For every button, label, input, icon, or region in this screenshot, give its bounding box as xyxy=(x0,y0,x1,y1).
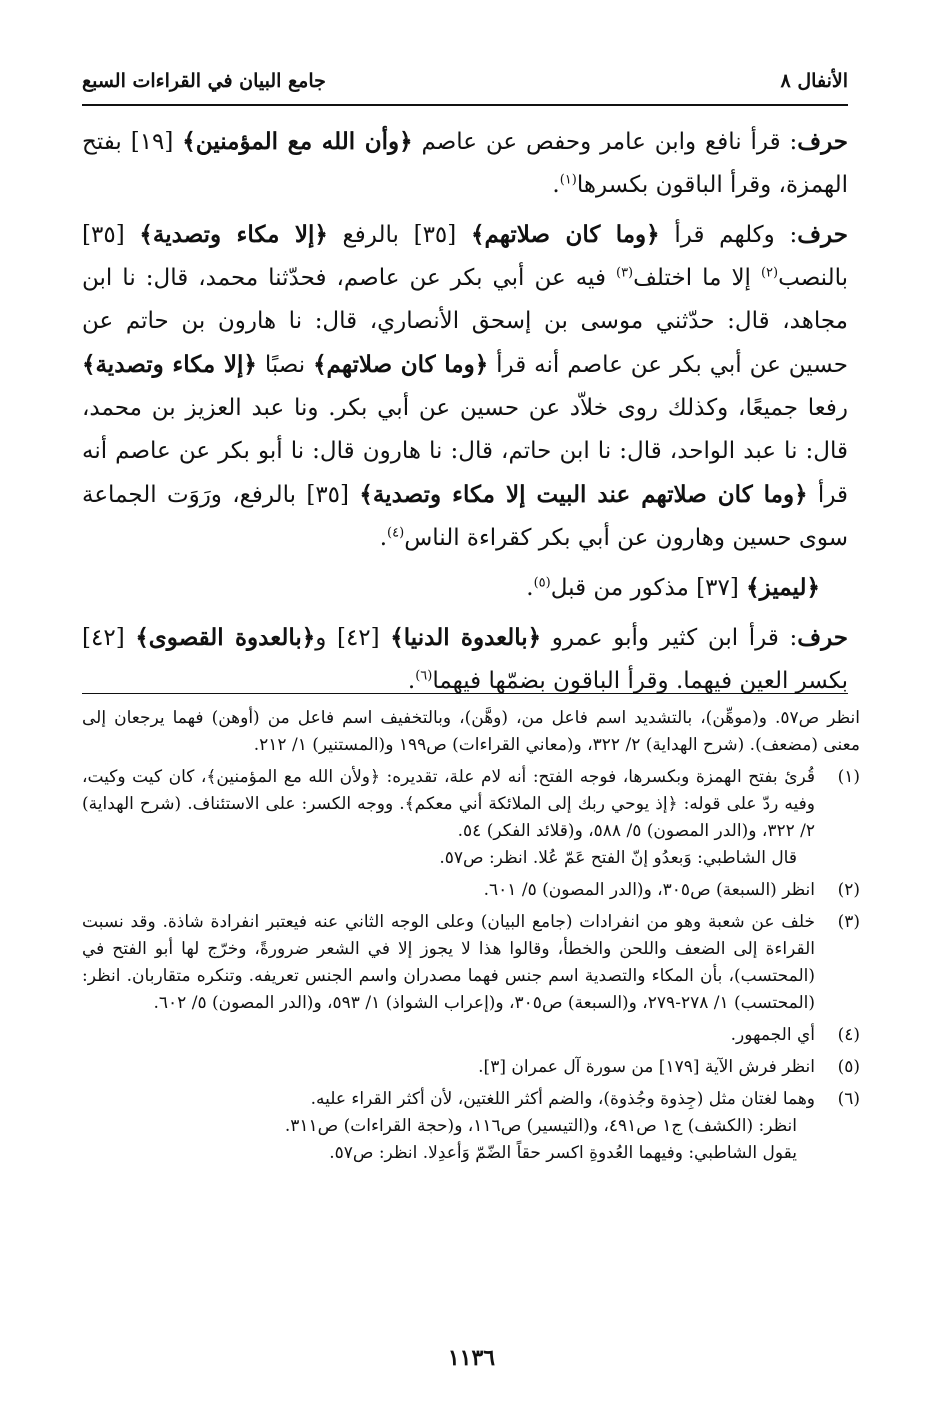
text: : وكلهم قرأ xyxy=(659,222,798,248)
book-title: جامع البيان في القراءات السبع xyxy=(82,70,326,92)
quran-quote: ﴿وما كان صلاتهم عند البيت إلا مكاء وتصدية﴾ xyxy=(359,481,808,508)
footnote-subline: انظر: (الكشف) ج١ ص٤٩١، و(التيسير) ص١١٦، و(حجة القراءات) ص٣١١. xyxy=(284,1116,797,1136)
footnote-5 xyxy=(82,1054,860,1081)
text: فيه عن أبي بكر عن عاصم، فحدّثنا محمد، قال: نا ابن مجاهد، قال: حدّثني موسى بن إسحق الأنصاري، قال: نا هارون بن حاتم عن حسين عن أبي بكر عن عاصم أنه قرأ xyxy=(82,265,848,378)
footnote-ref-3[interactable]: (٣) xyxy=(615,265,634,281)
footnote-text: انظر (السبعة) ص٣٠٥، و(الدر المصون) ٥/ ٦٠١. xyxy=(483,880,815,900)
footnote-number: (٥) xyxy=(837,1057,860,1077)
footnote-1 xyxy=(82,764,860,872)
footnote-text: وهما لغتان مثل (جِذوة وجُذوة)، والضم أكثر اللغتين، لأن أكثر القراء عليه. xyxy=(310,1089,815,1109)
quran-quote: ﴿بالعدوة القصوى﴾ xyxy=(135,624,316,651)
text: إلا ما اختلف xyxy=(633,265,761,291)
footnote-6 xyxy=(82,1086,860,1167)
text: [٣٥] بالرفع xyxy=(327,222,471,248)
footnote-number: (٦) xyxy=(837,1089,860,1109)
paragraph-2 xyxy=(82,213,848,560)
running-header xyxy=(82,70,848,104)
footnote-2 xyxy=(82,877,860,904)
main-text xyxy=(82,120,848,709)
footnote-subline: يقول الشاطبي: وفيهما العُدوةِ اكسر حقاً الضّمّ وَأعدِلا. انظر: ص٥٧. xyxy=(329,1143,797,1163)
quran-quote: ﴿بالعدوة الدنيا﴾ xyxy=(390,624,542,651)
footnote-text: قُرئ بفتح الهمزة وبكسرها، فوجه الفتح: أنه لام علة، تقديره: ﴿ولأن الله مع المؤمنين﴾، كان كيت وكيت، وفيه ردّ على قوله: ﴿إذ يوحي ربك إلى الملائكة أني معكم﴾. ووجه الكسر: على الاستئناف. (شرح الهداية) ٢/ ٣٢٢، و(الدر المصون) ٥/ ٥٨٨، و(قلائد الفكر) ٥٤. xyxy=(82,767,815,841)
footnote-text: انظر فرش الآية [١٧٩] من سورة آل عمران [٣]. xyxy=(478,1057,815,1077)
text: . xyxy=(407,668,416,694)
page-number: ١١٣٦ xyxy=(447,1345,496,1371)
text: [٣٥] بالنصب xyxy=(82,222,848,291)
paragraph-4 xyxy=(82,616,848,703)
footnote-text: انظر ص٥٧. و(موهِّن)، بالتشديد اسم فاعل من، (وهَّن)، وبالتخفيف اسم فاعل من (أوهن) فهما يرجعان إلى معنى (مضعف). (شرح الهداية) ٢/ ٣٢٢، و(معاني القراءات) ص١٩٩ و(المستنير) ١/ ٢١٢. xyxy=(82,708,860,755)
surah-header: الأنفال ٨ xyxy=(780,70,848,92)
footnote-subline: قال الشاطبي: وَبعدُو إنّ الفتح عَمّ عُلا. انظر: ص٥٧. xyxy=(439,848,797,868)
header-rule xyxy=(82,104,848,106)
footnote-number: (٤) xyxy=(837,1025,860,1045)
text: رفعا جميعًا، وكذلك روى خلاّد عن حسين عن أبي بكر. ونا عبد العزيز بن محمد، قال: نا عبد الواحد، قال: نا ابن حاتم، قال: نا هارون قال: نا أبو بكر عن عاصم أنه قرأ xyxy=(82,395,849,508)
harf-label: حرف xyxy=(797,624,848,651)
text: [٣٥] بالرفع، ورَوَت الجماعة سوى حسين وهارون عن أبي بكر كقراءة الناس xyxy=(82,482,848,551)
footnote-number: (٢) xyxy=(837,880,860,900)
text: : قرأ ابن كثير وأبو عمرو xyxy=(541,625,798,651)
footnote-ref-6[interactable]: (٦) xyxy=(415,668,433,684)
footnote-ref-1[interactable]: (١) xyxy=(559,172,577,188)
footnote-separator xyxy=(82,693,848,694)
harf-label: حرف xyxy=(797,221,848,248)
quran-quote: ﴿إلا مكاء وتصدية﴾ xyxy=(82,351,257,378)
footnote-number: (٣) xyxy=(837,912,860,932)
quran-quote: ﴿إلا مكاء وتصدية﴾ xyxy=(139,221,328,248)
text: . xyxy=(379,525,388,551)
harf-label: حرف xyxy=(797,128,849,155)
text: [٤٢] بكسر العين فيهما. وقرأ الباقون بضمّها فيهما xyxy=(82,625,848,694)
quran-quote: ﴿وما كان صلاتهم﴾ xyxy=(313,351,489,378)
quran-quote: ﴿وأن الله مع المؤمنين﴾ xyxy=(182,128,413,155)
text: . xyxy=(526,575,534,601)
footnote-text: أي الجمهور. xyxy=(730,1025,815,1045)
quran-quote: ﴿وما كان صلاتهم﴾ xyxy=(471,221,660,248)
text: . xyxy=(552,172,560,198)
text: : قرأ نافع وابن عامر وحفص عن عاصم xyxy=(412,129,798,155)
footnote-ref-2[interactable]: (٢) xyxy=(760,265,779,281)
paragraph-3 xyxy=(82,566,848,610)
quran-quote: ﴿ليميز﴾ xyxy=(746,574,820,601)
text: [٣٧] مذكور من قبل xyxy=(550,575,747,601)
footnote-number: (١) xyxy=(837,767,860,787)
paragraph-1 xyxy=(82,120,848,207)
footnote-ref-4[interactable]: (٤) xyxy=(387,525,405,541)
footnote-4 xyxy=(82,1022,860,1049)
footnote-text: خلف عن شعبة وهو من انفرادات (جامع البيان) وعلى الوجه الثاني عنه فيعتبر انفرادة شاذة. وقد نسبت القراءة إلى الضعف واللحن والخطأ، وقالوا هذا لا يجوز إلا في الشعر ضرورةً، وخرّج لها أبو الفتح في (المحتسب)، بأن المكاء والتصدية اسم جنس فهما مصدران واسم الجنس تعريفه. وتنكره متقاربان. انظر: (المحتسب) ١/ ٢٧٨-٢٧٩، و(السبعة) ص٣٠٥، و(إعراب الشواذ) ١/ ٥٩٣، و(الدر المصون) ٥/ ٦٠٢. xyxy=(82,912,815,1013)
footnote-carryover xyxy=(82,705,860,759)
text: نصبًا xyxy=(256,352,314,378)
footnotes xyxy=(82,705,860,1172)
footnote-ref-5[interactable]: (٥) xyxy=(533,575,551,591)
text: [٤٢] و xyxy=(315,625,391,651)
text: [١٩] بفتح الهمزة، وقرأ الباقون بكسرها xyxy=(82,129,848,198)
footnote-3 xyxy=(82,909,860,1017)
